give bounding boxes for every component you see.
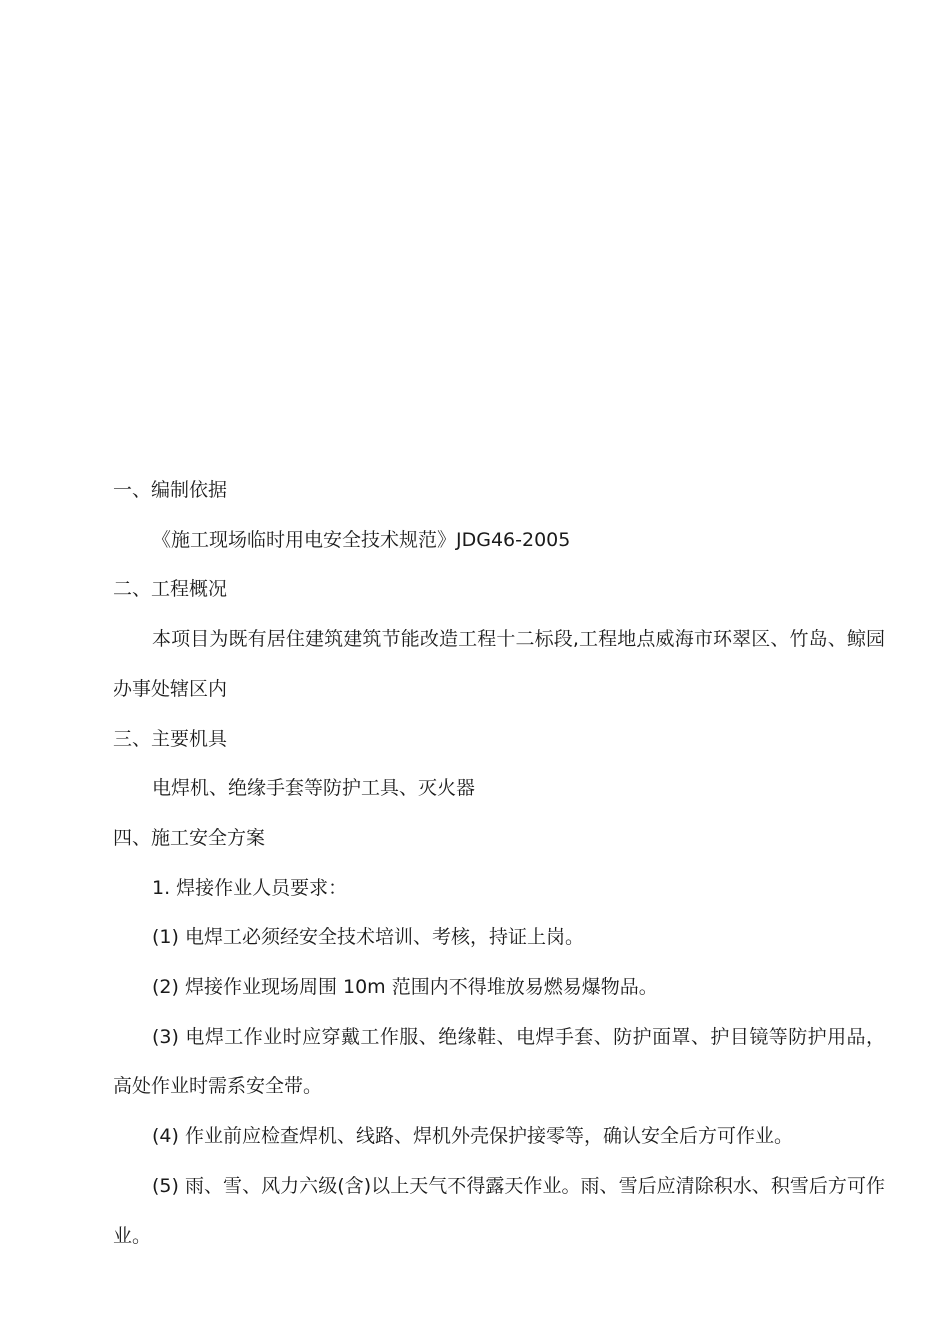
basis-standard-text: 《施工现场临时用电安全技术规范》JDG46-2005 — [152, 528, 571, 551]
requirement-5: (5) 雨、雪、风力六级(含)以上天气不得露天作业。雨、雪后应清除积水、积雪后方可作业。 — [113, 1174, 885, 1247]
section-heading-overview: 二、工程概况 — [113, 578, 228, 601]
document-body — [113, 466, 885, 1261]
requirement-3: (3) 电焊工作业时应穿戴工作服、绝缘鞋、电焊手套、防护面罩、护目镜等防护用品，高处作业时需系安全带。 — [113, 1025, 885, 1098]
requirement-1: (1) 电焊工必须经安全技术培训、考核，持证上岗。 — [152, 926, 584, 949]
section-heading-safety-plan: 四、施工安全方案 — [113, 826, 266, 849]
section-heading-basis: 一、编制依据 — [113, 479, 228, 501]
equipment-list-text: 电焊机、绝缘手套等防护工具、灭火器 — [152, 777, 476, 800]
overview-paragraph: 本项目为既有居住建筑建筑节能改造工程十二标段,工程地点威海市环翠区、竹岛、鲸园办事处辖区内 — [113, 628, 885, 700]
requirement-4: (4) 作业前应检查焊机、线路、焊机外壳保护接零等，确认安全后方可作业。 — [152, 1125, 793, 1148]
safety-item-welder-requirements: 1. 焊接作业人员要求： — [152, 876, 348, 899]
section-heading-equipment: 三、主要机具 — [113, 727, 228, 750]
requirement-2: (2) 焊接作业现场周围 10m 范围内不得堆放易燃易爆物品。 — [152, 976, 658, 999]
